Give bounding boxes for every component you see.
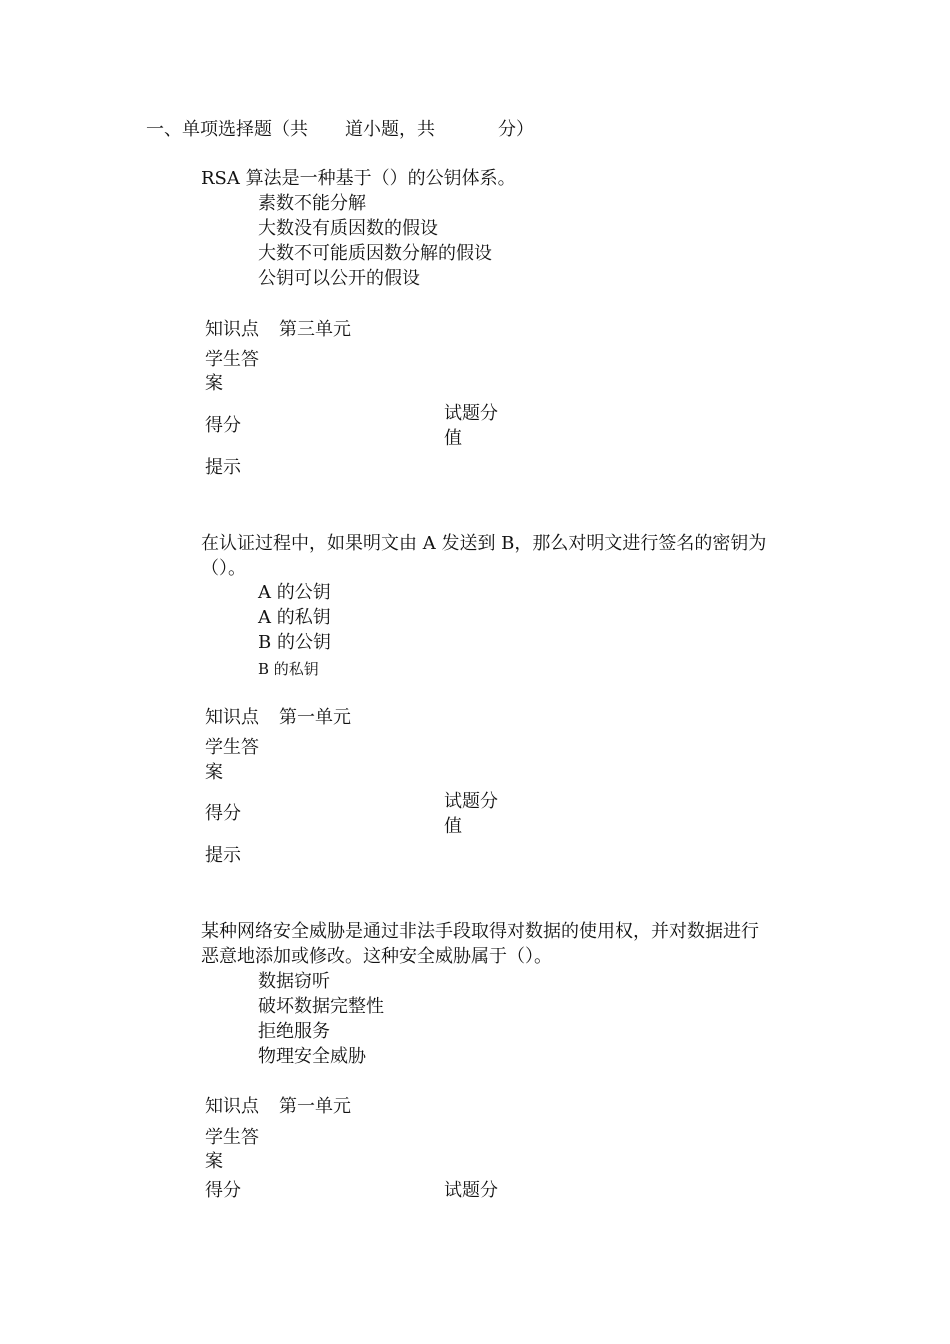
option-c: 拒绝服务	[258, 1021, 330, 1042]
section-heading-part2: 道小题，共	[345, 119, 435, 140]
question-value-label-line1: 试题分	[444, 403, 498, 424]
question-value-label-line1: 试题分	[444, 791, 498, 812]
student-answer-label-line2: 案	[205, 1151, 223, 1172]
question-stem-line2: 恶意地添加或修改。这种安全威胁属于（）。	[201, 946, 552, 967]
score-label: 得分	[205, 1180, 241, 1201]
option-b: 破坏数据完整性	[258, 996, 384, 1017]
hint-label: 提示	[205, 457, 241, 478]
option-c: 大数不可能质因数分解的假设	[258, 243, 492, 264]
question-stem-line2: （）。	[201, 558, 246, 579]
option-a: 数据窃听	[258, 971, 330, 992]
question-stem-line1: 某种网络安全威胁是通过非法手段取得对数据的使用权，并对数据进行	[201, 921, 759, 942]
question-value-label-line2: 值	[444, 428, 462, 449]
question-value-label-line1: 试题分	[444, 1180, 498, 1201]
student-answer-label-line1: 学生答	[205, 1127, 259, 1148]
option-c: B 的公钥	[258, 632, 331, 653]
option-b: 大数没有质因数的假设	[258, 218, 438, 239]
student-answer-label-line2: 案	[205, 762, 223, 783]
score-label: 得分	[205, 415, 241, 436]
option-a: A 的公钥	[258, 582, 331, 603]
section-heading-part3: 分）	[498, 119, 534, 140]
hint-label: 提示	[205, 845, 241, 866]
knowledge-value: 第一单元	[279, 1096, 351, 1117]
option-d: 物理安全威胁	[258, 1046, 366, 1067]
knowledge-value: 第一单元	[279, 707, 351, 728]
knowledge-label: 知识点	[205, 707, 259, 728]
question-value-label-line2: 值	[444, 816, 462, 837]
student-answer-label-line1: 学生答	[205, 737, 259, 758]
knowledge-value: 第三单元	[279, 319, 351, 340]
option-d: 公钥可以公开的假设	[258, 268, 420, 289]
knowledge-label: 知识点	[205, 1096, 259, 1117]
score-label: 得分	[205, 803, 241, 824]
student-answer-label-line2: 案	[205, 373, 223, 394]
option-a: 素数不能分解	[258, 193, 366, 214]
option-b: A 的私钥	[258, 607, 331, 628]
student-answer-label-line1: 学生答	[205, 349, 259, 370]
section-heading-part1: 一、单项选择题（共	[146, 119, 308, 140]
question-stem: RSA 算法是一种基于（）的公钥体系。	[201, 168, 516, 189]
knowledge-label: 知识点	[205, 319, 259, 340]
question-stem-line1: 在认证过程中，如果明文由 A 发送到 B，那么对明文进行签名的密钥为	[201, 533, 767, 554]
option-d: B 的私钥	[258, 660, 319, 678]
